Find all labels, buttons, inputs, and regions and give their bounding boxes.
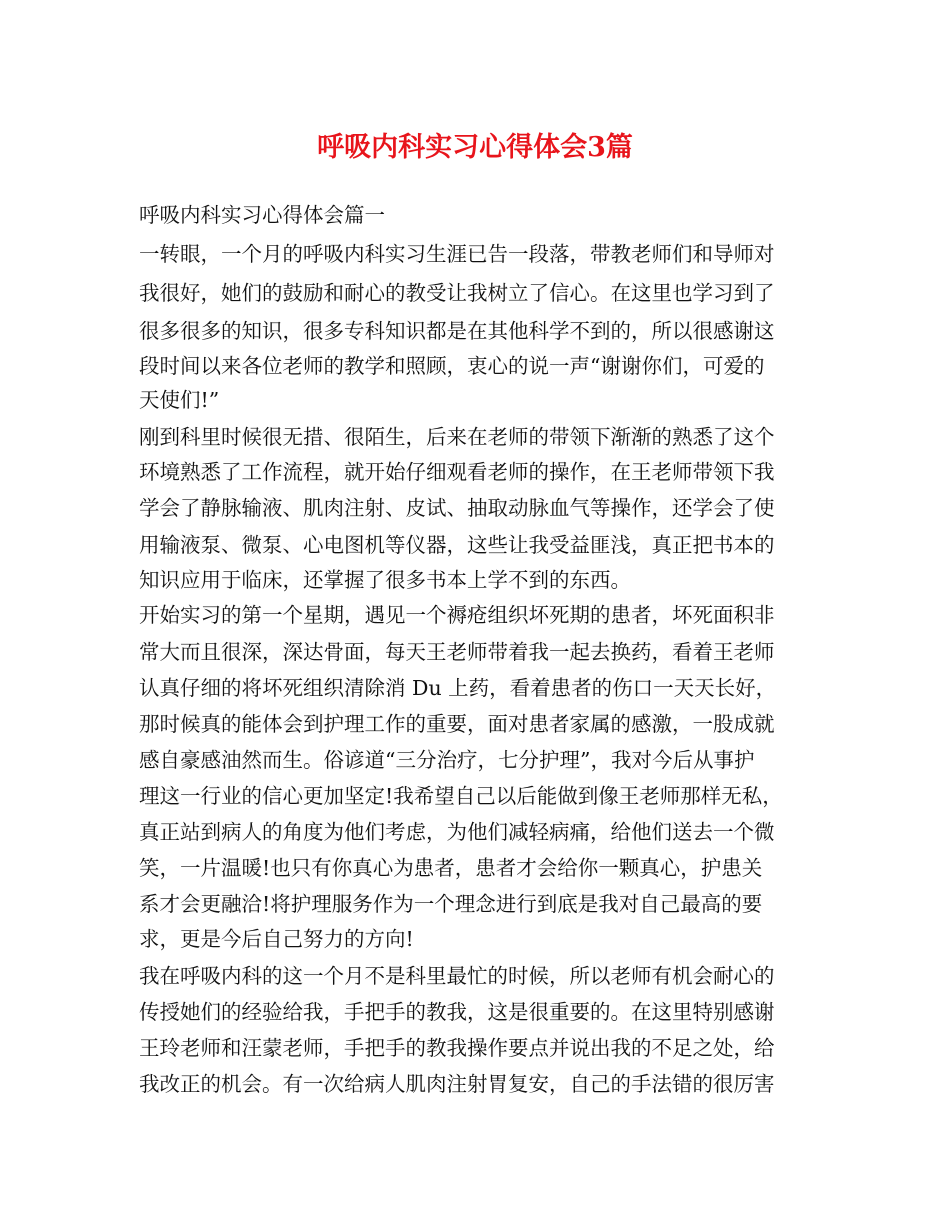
text-line: 天使们!” bbox=[139, 388, 220, 412]
text-line: 真正站到病人的角度为他们考虑，为他们减轻病痛，给他们送去一个微 bbox=[139, 820, 775, 844]
text-line: 理这一行业的信心更加坚定!我希望自己以后能做到像王老师那样无私， bbox=[139, 784, 783, 808]
text-line: 环境熟悉了工作流程，就开始仔细观看老师的操作，在王老师带领下我 bbox=[139, 460, 775, 484]
text-line: 王玲老师和汪蒙老师，手把手的教我操作要点并说出我的不足之处，给 bbox=[139, 1036, 775, 1060]
text-line: 我很好，她们的鼓励和耐心的教受让我树立了信心。在这里也学习到了 bbox=[139, 281, 775, 305]
text-line: 我改正的机会。有一次给病人肌肉注射胃复安，自己的手法错的很厉害 bbox=[139, 1072, 775, 1096]
text-line: 常大而且很深，深达骨面，每天王老师带着我一起去换药，看着王老师 bbox=[139, 640, 775, 664]
text-line: 刚到科里时候很无措、很陌生，后来在老师的带领下渐渐的熟悉了这个 bbox=[139, 425, 775, 449]
text-line: 感自豪感油然而生。俗谚道“三分治疗，七分护理”，我对今后从事护 bbox=[139, 748, 755, 772]
text-line: 认真仔细的将坏死组织清除消 Du 上药，看着患者的伤口一天天长好， bbox=[139, 676, 777, 700]
text-line: 那时候真的能体会到护理工作的重要，面对患者家属的感激，一股成就 bbox=[139, 712, 775, 736]
text-line: 一转眼，一个月的呼吸内科实习生涯已告一段落，带教老师们和导师对 bbox=[139, 242, 775, 266]
text-line: 传授她们的经验给我，手把手的教我，这是很重要的。在这里特别感谢 bbox=[139, 1000, 775, 1024]
text-line: 知识应用于临床，还掌握了很多书本上学不到的东西。 bbox=[139, 568, 631, 592]
text-line: 我在呼吸内科的这一个月不是科里最忙的时候，所以老师有机会耐心的 bbox=[139, 964, 775, 988]
text-line: 用输液泵、微泵、心电图机等仪器，这些让我受益匪浅，真正把书本的 bbox=[139, 533, 775, 557]
text-line: 求，更是今后自己努力的方向! bbox=[139, 927, 414, 951]
text-line: 笑，一片温暖!也只有你真心为患者，患者才会给你一颗真心，护患关 bbox=[139, 856, 763, 880]
text-line: 学会了静脉输液、肌肉注射、皮试、抽取动脉血气等操作，还学会了使 bbox=[139, 496, 775, 520]
section-heading: 呼吸内科实习心得体会篇一 bbox=[139, 203, 385, 227]
text-line: 很多很多的知识，很多专科知识都是在其他科学不到的，所以很感谢这 bbox=[139, 319, 775, 343]
text-line: 段时间以来各位老师的教学和照顾，衷心的说一声“谢谢你们，可爱的 bbox=[139, 354, 765, 378]
document-title: 呼吸内科实习心得体会3篇 bbox=[317, 132, 633, 163]
text-line: 开始实习的第一个星期，遇见一个褥疮组织坏死期的患者，坏死面积非 bbox=[139, 603, 775, 627]
text-line: 系才会更融洽!将护理服务作为一个理念进行到底是我对自己最高的要 bbox=[139, 892, 763, 916]
